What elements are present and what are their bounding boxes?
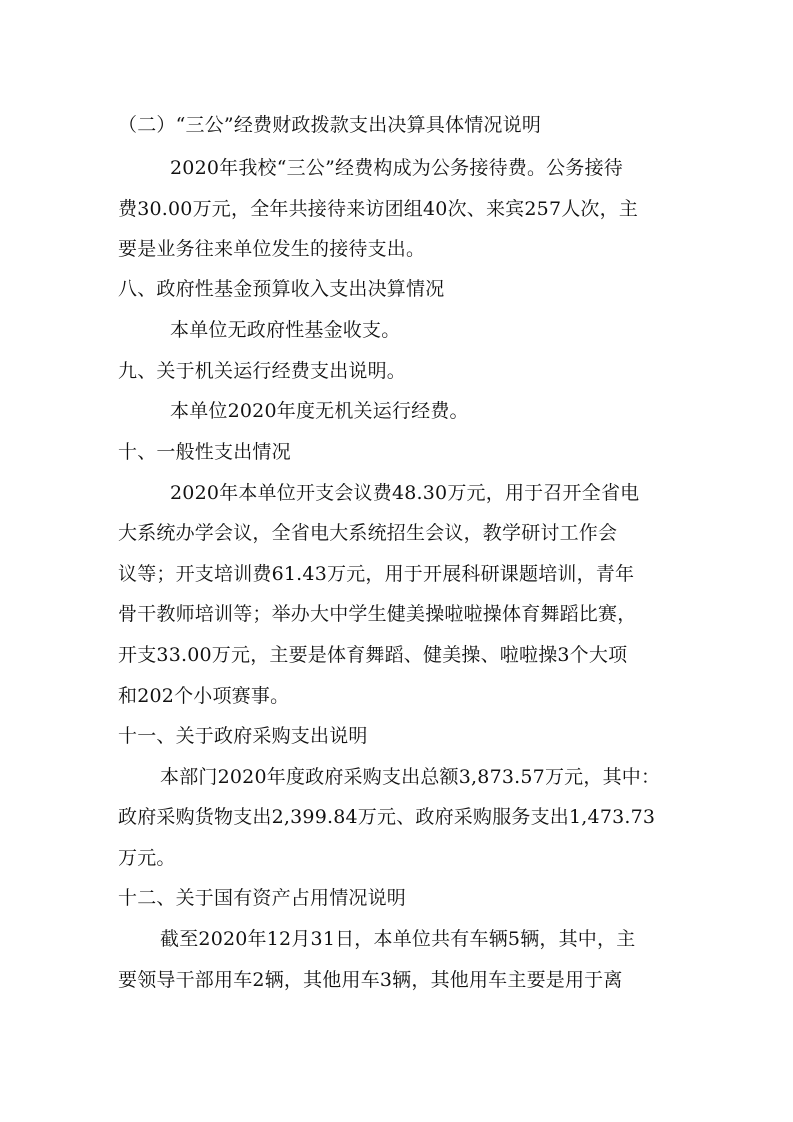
paragraph-line: 骨干教师培训等；举办大中学生健美操啦啦操体育舞蹈比赛， [118,603,637,625]
paragraph-line: 本部门2020年度政府采购支出总额3,873.57万元，其中： [160,766,661,788]
paragraph-line: 要领导干部用车2辆，其他用车3辆，其他用车主要是用于离 [118,969,623,991]
section-heading-operating-expenses: 九、关于机关运行经费支出说明。 [118,360,407,382]
paragraph-line: 要是业务往来单位发生的接待支出。 [118,238,426,260]
paragraph-line: 大系统办学会议，全省电大系统招生会议，教学研讨工作会 [118,522,618,544]
paragraph-line: 万元。 [118,847,176,869]
paragraph-line: 本单位无政府性基金收支。 [170,319,401,341]
section-heading-government-fund: 八、政府性基金预算收入支出决算情况 [118,278,445,300]
paragraph-line: 截至2020年12月31日，本单位共有车辆5辆，其中，主 [160,928,636,950]
section-heading-government-procurement: 十一、关于政府采购支出说明 [118,725,368,747]
section-heading-three-public: （二）“三公”经费财政拨款支出决算具体情况说明 [118,114,542,136]
paragraph-line: 开支33.00万元，主要是体育舞蹈、健美操、啦啦操3个大项 [118,644,628,666]
paragraph-line: 本单位2020年度无机关运行经费。 [170,400,469,422]
paragraph-line: 政府采购货物支出2,399.84万元、政府采购服务支出1,473.73 [118,806,656,828]
paragraph-line: 2020年本单位开支会议费48.30万元，用于召开全省电 [170,482,640,504]
section-heading-state-assets: 十二、关于国有资产占用情况说明 [118,887,407,909]
paragraph-line: 2020年我校“三公”经费构成为公务接待费。公务接待 [170,157,623,179]
paragraph-line: 和202个小项赛事。 [118,685,290,707]
paragraph-line: 费30.00万元，全年共接待来访团组40次、来宾257人次，主 [118,198,639,220]
section-heading-general-expenditure: 十、一般性支出情况 [118,441,291,463]
paragraph-line: 议等；开支培训费61.43万元，用于开展科研课题培训，青年 [118,563,635,585]
